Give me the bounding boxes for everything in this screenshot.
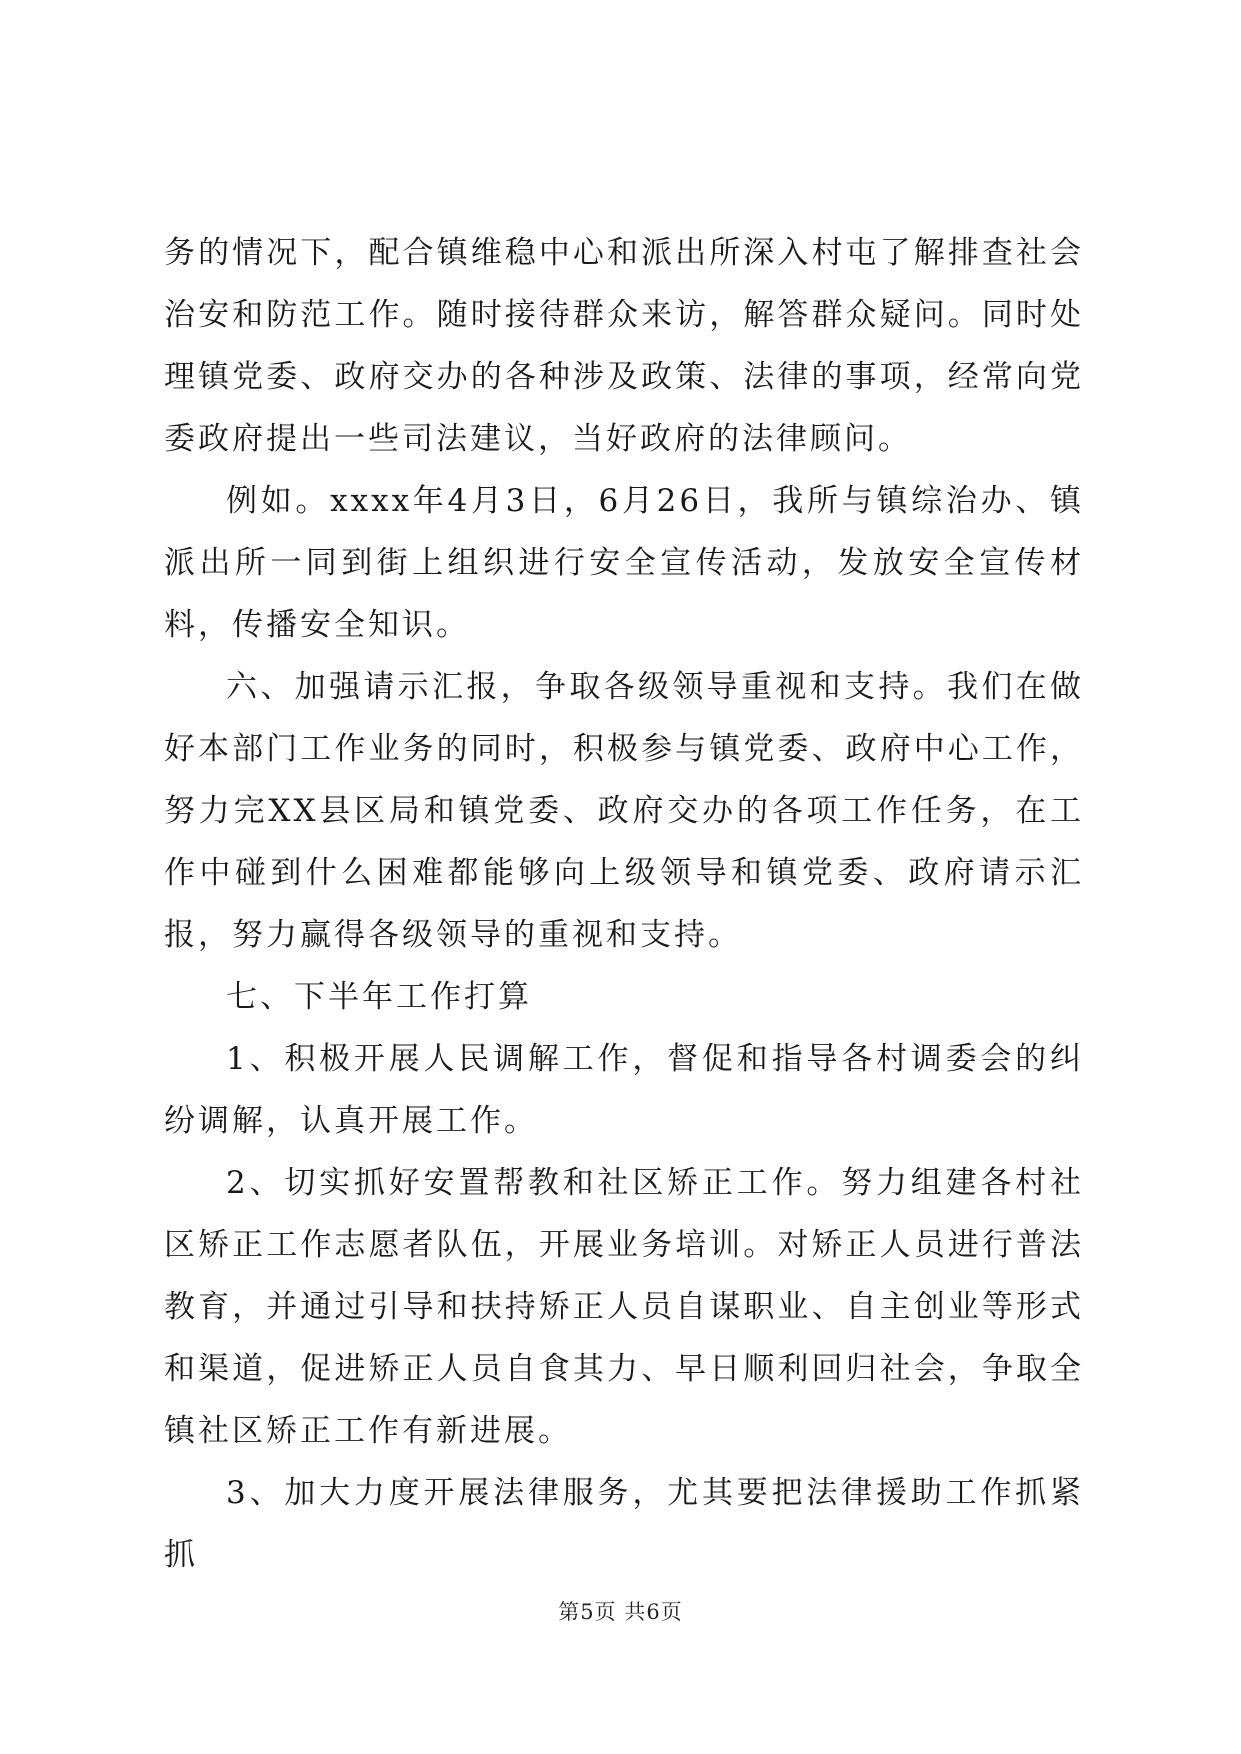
document-body [164, 222, 1084, 1586]
page-number-label: 第5页 共6页 [558, 1600, 683, 1624]
paragraph-item-1: 1、积极开展人民调解工作，督促和指导各村调委会的纠纷调解，认真开展工作。 [164, 1041, 1084, 1139]
paragraph-3: 六、加强请示汇报，争取各级领导重视和支持。我们在做好本部门工作业务的同时，积极参与镇党委、政府中心工作，努力完XX县区局和镇党委、政府交办的各项工作任务，在工作中碰到什么困难都能够向上级领导和镇党委、政府请示汇报，努力赢得各级领导的重视和支持。 [164, 669, 1084, 953]
page-footer [0, 1597, 1241, 1627]
paragraph-item-3: 3、加大力度开展法律服务，尤其要把法律援助工作抓紧抓 [164, 1475, 1084, 1573]
paragraph-item-2: 2、切实抓好安置帮教和社区矫正工作。努力组建各村社区矫正工作志愿者队伍，开展业务培训。对矫正人员进行普法教育，并通过引导和扶持矫正人员自谋职业、自主创业等形式和渠道，促进矫正人员自食其力、早日顺利回归社会，争取全镇社区矫正工作有新进展。 [164, 1165, 1084, 1449]
paragraph-2: 例如。xxxx年4月3日，6月26日，我所与镇综治办、镇派出所一同到街上组织进行安全宣传活动，发放安全宣传材料，传播安全知识。 [164, 483, 1084, 643]
paragraph-1: 务的情况下，配合镇维稳中心和派出所深入村屯了解排查社会治安和防范工作。随时接待群众来访，解答群众疑问。同时处理镇党委、政府交办的各种涉及政策、法律的事项，经常向党委政府提出一些司法建议，当好政府的法律顾问。 [164, 235, 1084, 457]
section-heading: 七、下半年工作打算 [226, 979, 532, 1015]
